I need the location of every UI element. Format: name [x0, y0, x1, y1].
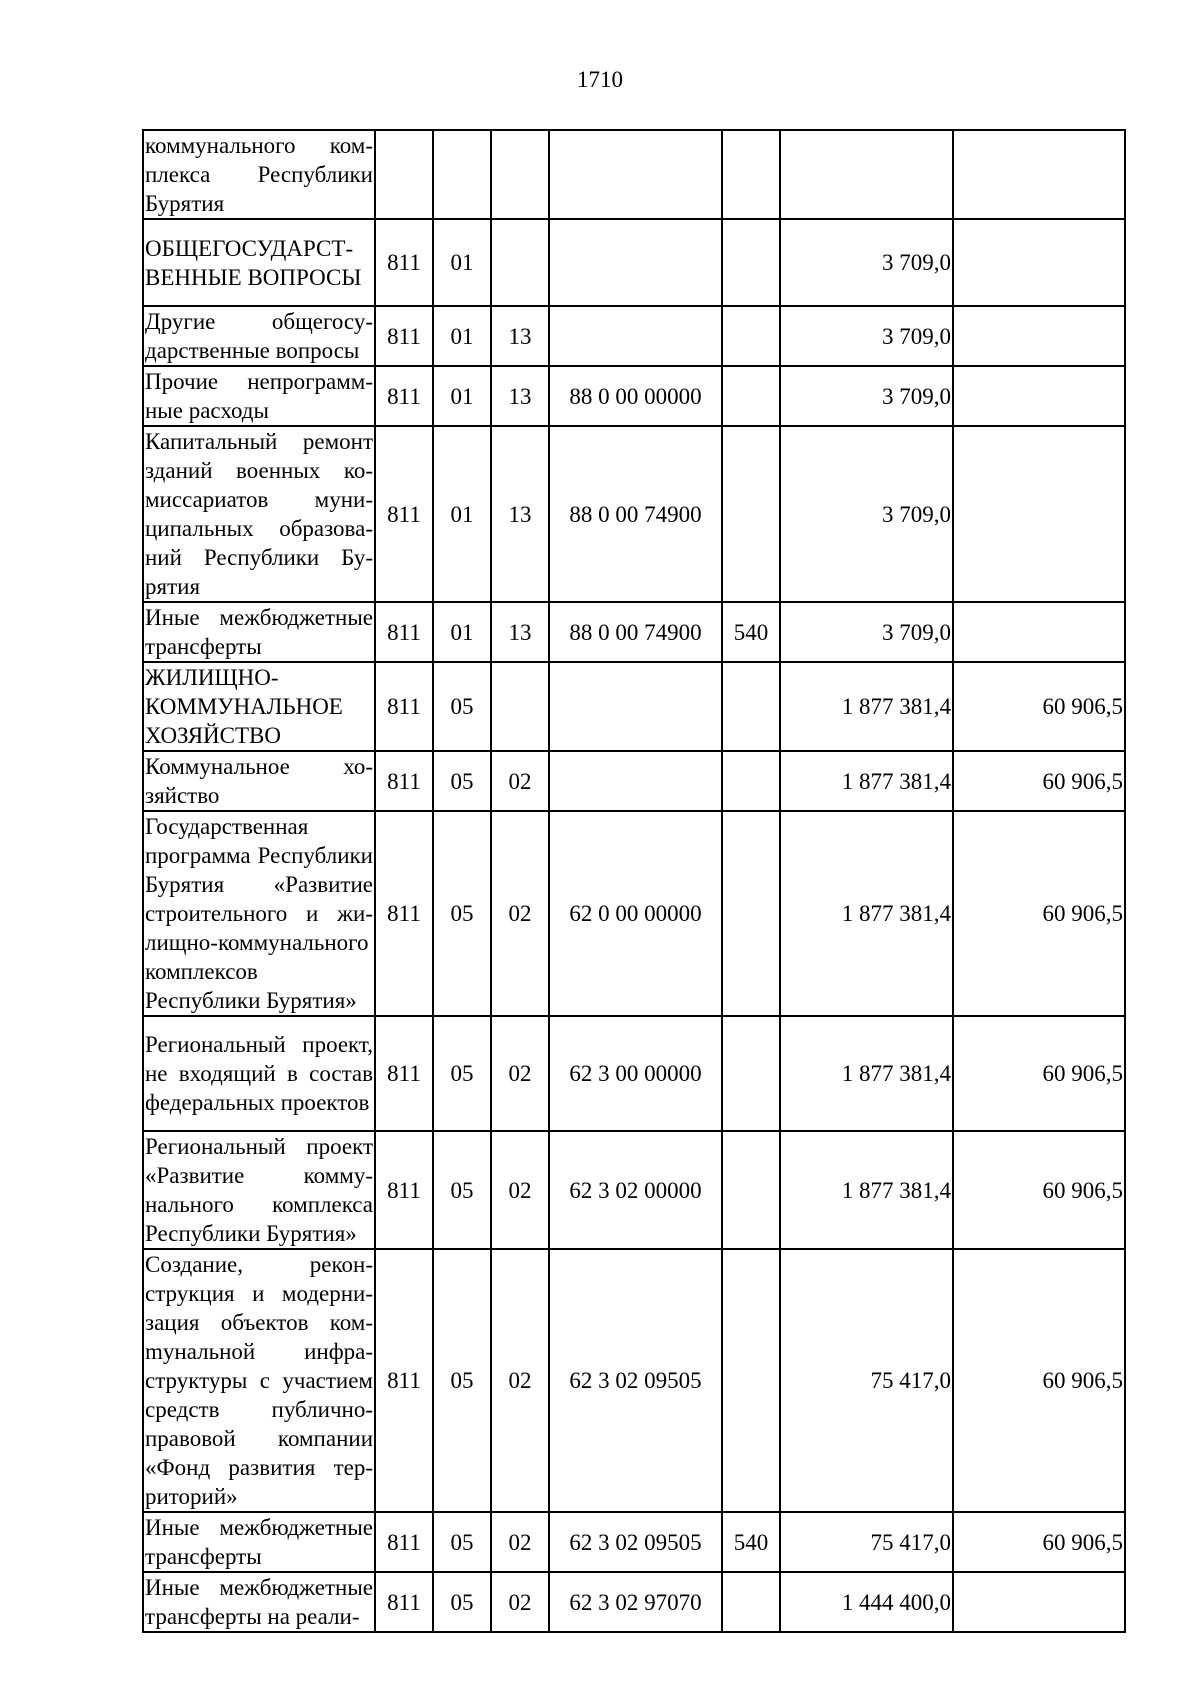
cell-name: Другие общегосударственные вопросы — [143, 306, 375, 366]
cell-sum-2 — [953, 130, 1125, 219]
cell-vr: 540 — [722, 602, 780, 662]
table-row — [143, 1016, 1125, 1131]
cell-gr — [375, 130, 433, 219]
cell-sum-1: 1 444 400,0 — [780, 1572, 953, 1632]
cell-vr — [722, 811, 780, 1016]
cell-vr: 540 — [722, 1512, 780, 1572]
cell-gr: 811 — [375, 306, 433, 366]
cell-csr — [549, 662, 722, 751]
cell-rz: 01 — [433, 306, 491, 366]
cell-csr — [549, 306, 722, 366]
cell-gr: 811 — [375, 751, 433, 811]
cell-gr: 811 — [375, 1249, 433, 1512]
cell-gr: 811 — [375, 1512, 433, 1572]
cell-sum-1: 3 709,0 — [780, 306, 953, 366]
cell-sum-2: 60 906,5 — [953, 811, 1125, 1016]
page-number: 1710 — [577, 67, 623, 92]
cell-csr: 62 3 02 09505 — [549, 1512, 722, 1572]
cell-sum-1: 3 709,0 — [780, 366, 953, 426]
cell-sum-2: 60 906,5 — [953, 1512, 1125, 1572]
cell-rz: 05 — [433, 751, 491, 811]
cell-name: ОБЩЕГОСУДАРСТВЕННЫЕ ВОПРОСЫ — [143, 219, 375, 306]
budget-table — [142, 129, 1126, 1633]
table-row — [143, 1572, 1125, 1632]
cell-vr — [722, 219, 780, 306]
cell-csr: 62 3 02 09505 — [549, 1249, 722, 1512]
cell-pr: 02 — [491, 751, 549, 811]
table-row — [143, 662, 1125, 751]
cell-name: Иные межбюджетные трансферты — [143, 1512, 375, 1572]
cell-rz: 05 — [433, 1512, 491, 1572]
cell-rz: 01 — [433, 426, 491, 602]
cell-csr: 88 0 00 74900 — [549, 426, 722, 602]
cell-csr: 62 3 00 00000 — [549, 1016, 722, 1131]
cell-pr: 02 — [491, 1512, 549, 1572]
cell-gr: 811 — [375, 1572, 433, 1632]
cell-rz — [433, 130, 491, 219]
cell-sum-1: 3 709,0 — [780, 602, 953, 662]
table-row — [143, 1249, 1125, 1512]
cell-name: Коммунальное хозяйство — [143, 751, 375, 811]
cell-gr: 811 — [375, 1016, 433, 1131]
cell-sum-2 — [953, 602, 1125, 662]
cell-rz: 05 — [433, 1572, 491, 1632]
cell-rz: 01 — [433, 366, 491, 426]
cell-rz: 01 — [433, 219, 491, 306]
cell-sum-1: 1 877 381,4 — [780, 1016, 953, 1131]
cell-sum-1: 3 709,0 — [780, 219, 953, 306]
cell-gr: 811 — [375, 219, 433, 306]
cell-sum-2 — [953, 366, 1125, 426]
cell-sum-2: 60 906,5 — [953, 1131, 1125, 1249]
table-row — [143, 1131, 1125, 1249]
table-row — [143, 602, 1125, 662]
cell-gr: 811 — [375, 662, 433, 751]
cell-rz: 05 — [433, 662, 491, 751]
cell-csr — [549, 130, 722, 219]
cell-rz: 05 — [433, 1249, 491, 1512]
cell-pr: 02 — [491, 1572, 549, 1632]
cell-pr: 02 — [491, 1016, 549, 1131]
cell-gr: 811 — [375, 366, 433, 426]
cell-pr: 02 — [491, 811, 549, 1016]
cell-name: Региональный проект, не входящий в состав федеральных проектов — [143, 1016, 375, 1131]
cell-gr: 811 — [375, 1131, 433, 1249]
cell-name: Прочие непрограммные расходы — [143, 366, 375, 426]
cell-sum-1: 1 877 381,4 — [780, 662, 953, 751]
cell-sum-1 — [780, 130, 953, 219]
table-row — [143, 1512, 1125, 1572]
cell-gr: 811 — [375, 811, 433, 1016]
cell-sum-2: 60 906,5 — [953, 1016, 1125, 1131]
cell-sum-2 — [953, 426, 1125, 602]
table-body — [143, 130, 1125, 1632]
cell-pr: 13 — [491, 366, 549, 426]
cell-rz: 05 — [433, 1016, 491, 1131]
cell-vr — [722, 1572, 780, 1632]
cell-sum-1: 1 877 381,4 — [780, 811, 953, 1016]
cell-vr — [722, 426, 780, 602]
cell-vr — [722, 366, 780, 426]
cell-vr — [722, 306, 780, 366]
cell-vr — [722, 1016, 780, 1131]
cell-vr — [722, 751, 780, 811]
cell-gr: 811 — [375, 426, 433, 602]
cell-pr: 13 — [491, 426, 549, 602]
cell-name: коммунального комплекса Республики Бурятия — [143, 130, 375, 219]
table-row — [143, 219, 1125, 306]
cell-rz: 05 — [433, 811, 491, 1016]
cell-sum-2 — [953, 219, 1125, 306]
table-row — [143, 811, 1125, 1016]
cell-sum-1: 1 877 381,4 — [780, 1131, 953, 1249]
cell-pr — [491, 219, 549, 306]
cell-pr: 13 — [491, 306, 549, 366]
cell-rz: 01 — [433, 602, 491, 662]
cell-sum-2: 60 906,5 — [953, 662, 1125, 751]
cell-vr — [722, 1131, 780, 1249]
table-row — [143, 751, 1125, 811]
cell-name: Создание, реконструкция и модернизация объектов комmунальной инфраструктуры с участием средств публично-правовой компании «Фонд развития территорий» — [143, 1249, 375, 1512]
cell-pr: 13 — [491, 602, 549, 662]
cell-vr — [722, 662, 780, 751]
table-row — [143, 130, 1125, 219]
cell-name: ЖИЛИЩНО-КОММУНАЛЬНОЕ ХОЗЯЙСТВО — [143, 662, 375, 751]
cell-pr — [491, 662, 549, 751]
cell-rz: 05 — [433, 1131, 491, 1249]
table-row — [143, 366, 1125, 426]
cell-csr: 88 0 00 74900 — [549, 602, 722, 662]
cell-pr: 02 — [491, 1249, 549, 1512]
cell-pr: 02 — [491, 1131, 549, 1249]
cell-sum-1: 3 709,0 — [780, 426, 953, 602]
cell-name: Иные межбюджетные трансферты — [143, 602, 375, 662]
cell-vr — [722, 130, 780, 219]
cell-csr — [549, 219, 722, 306]
cell-gr: 811 — [375, 602, 433, 662]
cell-vr — [722, 1249, 780, 1512]
cell-name: Региональный проект «Развитие коммунального комплекса Республики Бурятия» — [143, 1131, 375, 1249]
cell-csr: 62 3 02 00000 — [549, 1131, 722, 1249]
cell-sum-1: 75 417,0 — [780, 1512, 953, 1572]
cell-sum-1: 75 417,0 — [780, 1249, 953, 1512]
cell-name: Иные межбюджетные трансферты на реали- — [143, 1572, 375, 1632]
cell-name: Капитальный ремонт зданий военных комиссариатов муниципальных образований Республики Бурятия — [143, 426, 375, 602]
cell-csr: 62 3 02 97070 — [549, 1572, 722, 1632]
cell-sum-2: 60 906,5 — [953, 1249, 1125, 1512]
cell-sum-2 — [953, 306, 1125, 366]
table-row — [143, 306, 1125, 366]
cell-csr: 62 0 00 00000 — [549, 811, 722, 1016]
cell-csr — [549, 751, 722, 811]
cell-sum-2 — [953, 1572, 1125, 1632]
cell-csr: 88 0 00 00000 — [549, 366, 722, 426]
cell-sum-1: 1 877 381,4 — [780, 751, 953, 811]
cell-sum-2: 60 906,5 — [953, 751, 1125, 811]
cell-pr — [491, 130, 549, 219]
table-row — [143, 426, 1125, 602]
cell-name: Государственная программа Республики Бурятия «Развитие строительного и жилищно-коммунального комплексов Республики Бурятия» — [143, 811, 375, 1016]
